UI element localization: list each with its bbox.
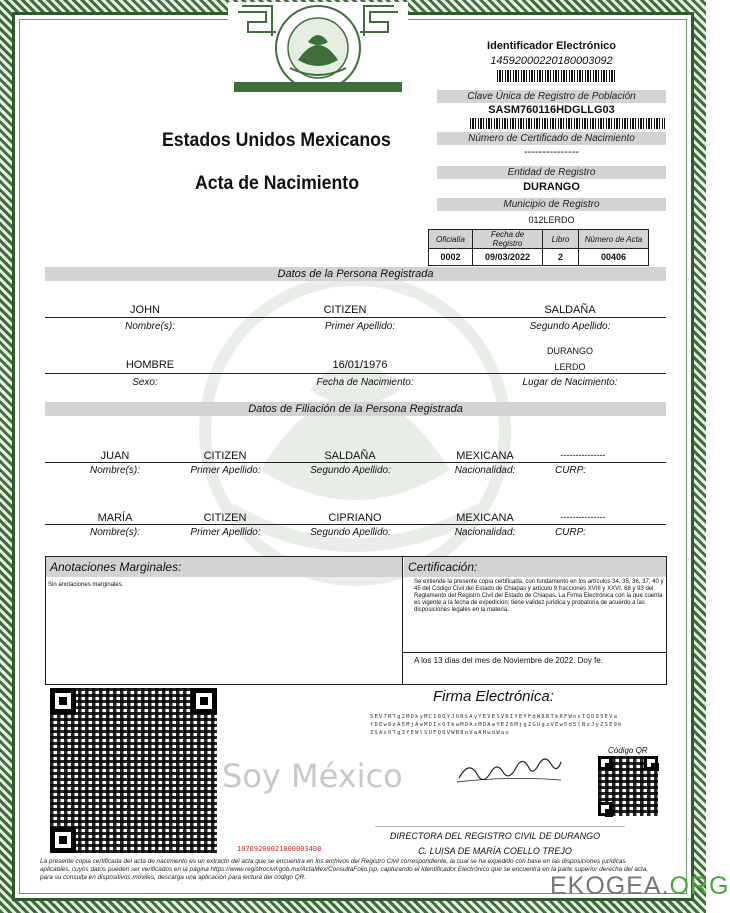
mother-second-surname-label: Segundo Apellido: (310, 527, 391, 538)
table-header: Libro (543, 230, 579, 249)
box-divider (402, 556, 403, 685)
table-header: Número de Acta (579, 230, 649, 249)
mother-curp-label: CURP: (554, 527, 587, 538)
mother-nationality: MEXICANA (456, 512, 514, 524)
divider (45, 462, 666, 463)
mother-first-surname: CITIZEN (203, 512, 247, 524)
certificate-number-value: --------------- (524, 146, 579, 158)
person-birth-date: 16/01/1976 (332, 359, 388, 371)
father-curp: --------------- (560, 450, 606, 460)
father-name-label: Nombre(s): (89, 465, 140, 476)
sex-label: Sexo: (132, 377, 158, 388)
site-watermark-main: EKOGEA. (550, 872, 670, 900)
signature-hash: SEV7RTg2MDkyMC10OYJORSAyYEVESVRIYEYFdW8BTkRFWnxTQO0SEVa fDEw8zA5MjAwMDIxOTkwMDAzMDAwYEZ6MjgZGUgzVEw5d5lBzJyZSE9b ZSAxOTg3YEWlSUFQQVWB8nVaAHwdWao (370, 714, 623, 736)
registry-municipality-value: 012LERDO (528, 215, 575, 225)
certificate-number-label: Número de Certificado de Nacimiento (437, 132, 666, 145)
mother-name: MARÍA (97, 512, 133, 524)
certification-text: Se extiende la presente copia certificada, con fundamento en los artículos 34, 35, 36, 37, 40 y 45 del Código Civil del Estado de Chiapas y artículo 9 fracciones XVIII y XXVI, 68 y 93 del Reglamento del Registro Civil del Estado de Chiapas. La Firma Electrónica con la que cuenta es vigente a la fecha de expedición; tiene validez jurídica y probatoria de acuerdo a las disposiciones legales en la materia. (414, 579, 664, 613)
certification-header: Certificación: (404, 557, 666, 577)
table-cell: 2 (543, 249, 579, 266)
table-header: Fecha de Registro (473, 230, 543, 249)
father-nationality: MEXICANA (456, 450, 514, 462)
document-title: Acta de Nacimiento (195, 173, 359, 194)
curp-value: SASM760116HDGLLG03 (488, 104, 615, 116)
main-qr-code (50, 688, 217, 853)
person-second-surname: SALDAÑA (544, 304, 596, 316)
soy-mexico-watermark: Soy México (222, 757, 403, 795)
table-cell: 09/03/2022 (473, 249, 543, 266)
divider (45, 524, 666, 525)
qr-code-label: Código QR (608, 746, 648, 755)
divider (45, 373, 666, 374)
divider (403, 652, 666, 653)
father-first-surname-label: Primer Apellido: (190, 465, 261, 476)
curp-label: Clave Única de Registro de Población (437, 90, 666, 103)
signature-line (375, 826, 625, 827)
curp-barcode (470, 118, 665, 129)
document-serial: 10709200021800003400 (237, 845, 322, 853)
annotations-text: Sin anotaciones marginales. (48, 582, 124, 588)
mother-curp: --------------- (560, 512, 606, 522)
electronic-id-value: 14592000220180003092 (490, 55, 613, 67)
birth-state: DURANGO (546, 346, 593, 356)
handwritten-signature (455, 752, 565, 792)
mother-nationality-label: Nacionalidad: (454, 527, 516, 538)
father-nationality-label: Nacionalidad: (454, 465, 516, 476)
small-qr-code (598, 756, 658, 816)
father-second-surname: SALDAÑA (324, 450, 376, 462)
id-barcode (497, 70, 617, 82)
site-watermark (550, 872, 730, 901)
divider (45, 317, 666, 318)
electronic-id-label: Identificador Electrónico (487, 40, 616, 52)
name-label: Nombre(s): (124, 321, 175, 332)
annotations-header: Anotaciones Marginales: (46, 557, 402, 577)
country-title: Estados Unidos Mexicanos (162, 130, 391, 151)
coat-of-arms-seal (228, 2, 408, 94)
certification-date: A los 13 días del mes de Noviembre de 2022. Doy fe. (414, 656, 603, 665)
site-watermark-accent: ORG (669, 872, 730, 900)
registry-municipality-label: Municipio de Registro (437, 198, 666, 211)
father-name: JUAN (100, 450, 130, 462)
electronic-signature-title: Firma Electrónica: (433, 688, 554, 705)
mother-first-surname-label: Primer Apellido: (190, 527, 261, 538)
table-cell: 00406 (579, 249, 649, 266)
registry-details-table (428, 229, 649, 266)
second-surname-label: Segundo Apellido: (529, 321, 611, 332)
person-first-surname: CITIZEN (323, 304, 367, 316)
person-name: JOHN (130, 304, 160, 316)
mother-second-surname: CIPRIANO (328, 512, 382, 524)
table-cell: 0002 (429, 249, 473, 266)
first-surname-label: Primer Apellido: (324, 321, 396, 332)
birth-date-label: Fecha de Nacimiento: (316, 377, 414, 388)
person-section-header: Datos de la Persona Registrada (45, 267, 666, 281)
father-second-surname-label: Segundo Apellido: (310, 465, 391, 476)
father-first-surname: CITIZEN (203, 450, 247, 462)
father-curp-label: CURP: (554, 465, 587, 476)
table-header: Oficialía (429, 230, 473, 249)
registry-entity-label: Entidad de Registro (437, 166, 666, 179)
birth-city: LERDO (554, 362, 586, 372)
filiation-section-header: Datos de Filiación de la Persona Registrada (45, 402, 666, 416)
footer-legal-text: La presente copia certificada del acta de nacimiento es un extracto del acta que se encuentra en los archivos del Registro Civil correspondiente, la cual se ha expedido con base en las disposiciones jurídicas aplicables, cuyos datos pueden ser verificados en la página https://www.registrocivil.gob.mx/ActaMex/ConsultaFolio.jsp, capturando el Identificador Electrónico que se encuentra en la parte superior derecha del acta, para su consulta en dispositivos móviles, descarga una aplicación para lectura del código QR. (40, 858, 649, 881)
director-name: C. LUISA DE MARÍA COELLO TREJO (418, 846, 572, 856)
mother-name-label: Nombre(s): (89, 527, 140, 538)
birth-place-label: Lugar de Nacimiento: (522, 377, 618, 388)
person-sex: HOMBRE (125, 359, 175, 371)
director-title: DIRECTORA DEL REGISTRO CIVIL DE DURANGO (389, 831, 601, 841)
registry-entity-value: DURANGO (523, 181, 580, 193)
